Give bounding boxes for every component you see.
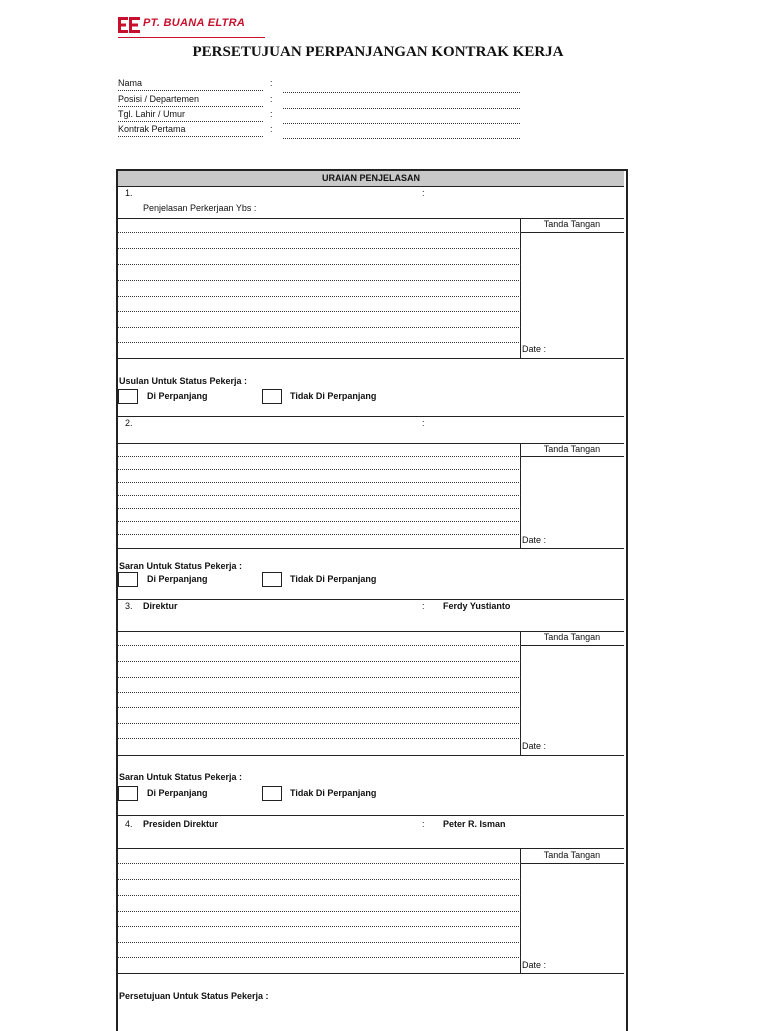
writing-line[interactable]: [118, 895, 521, 896]
writing-line[interactable]: [118, 482, 521, 483]
field-colon: :: [270, 94, 273, 104]
section-number: 1.: [125, 188, 133, 198]
section-colon: :: [422, 418, 425, 428]
writing-line[interactable]: [118, 723, 521, 724]
field-label-kontrak: Kontrak Pertama: [118, 124, 263, 137]
section-role: Direktur: [143, 601, 178, 611]
writing-line[interactable]: [118, 534, 521, 535]
checkbox-di-perpanjang[interactable]: [118, 786, 138, 801]
writing-line[interactable]: [118, 692, 521, 693]
section-colon: :: [422, 819, 425, 829]
writing-line[interactable]: [118, 280, 521, 281]
section-number: 3.: [125, 601, 133, 611]
writing-line[interactable]: [118, 863, 521, 864]
section-colon: :: [422, 601, 425, 611]
option-di-perpanjang: Di Perpanjang: [147, 574, 208, 584]
field-label-tgl-lahir: Tgl. Lahir / Umur: [118, 109, 263, 122]
table-header: URAIAN PENJELASAN: [118, 171, 624, 187]
signature-label: Tanda Tangan: [543, 219, 601, 229]
signature-label: Tanda Tangan: [543, 444, 601, 454]
row-divider: [118, 358, 624, 359]
section-number: 4.: [125, 819, 133, 829]
writing-line[interactable]: [118, 957, 521, 958]
signature-label: Tanda Tangan: [543, 850, 601, 860]
checkbox-di-perpanjang[interactable]: [118, 389, 138, 404]
field-colon: :: [270, 109, 273, 119]
writing-line[interactable]: [118, 645, 521, 646]
checkbox-tidak-di-perpanjang[interactable]: [262, 786, 282, 801]
section-role: Presiden Direktur: [143, 819, 219, 829]
section-divider: [118, 416, 624, 417]
writing-line[interactable]: [118, 879, 521, 880]
writing-line[interactable]: [118, 926, 521, 927]
field-label-posisi: Posisi / Departemen: [118, 94, 263, 107]
signature-box[interactable]: [521, 233, 624, 345]
status-label: Saran Untuk Status Pekerja :: [119, 772, 243, 782]
field-colon: :: [270, 78, 273, 88]
checkbox-tidak-di-perpanjang[interactable]: [262, 572, 282, 587]
writing-line[interactable]: [118, 508, 521, 509]
row-divider: [118, 848, 624, 849]
option-tidak-di-perpanjang: Tidak Di Perpanjang: [290, 574, 377, 584]
section-colon: :: [422, 188, 425, 198]
signature-label: Tanda Tangan: [543, 632, 601, 642]
signature-box[interactable]: [521, 457, 624, 535]
section-person: Ferdy Yustianto: [443, 601, 511, 611]
field-input-kontrak[interactable]: [283, 126, 520, 139]
row-divider: [118, 973, 624, 974]
writing-line[interactable]: [118, 327, 521, 328]
field-input-posisi[interactable]: [283, 96, 520, 109]
date-label: Date :: [522, 535, 547, 545]
status-label: Usulan Untuk Status Pekerja :: [119, 376, 248, 386]
writing-line[interactable]: [118, 264, 521, 265]
row-divider: [118, 548, 624, 549]
checkbox-di-perpanjang[interactable]: [118, 572, 138, 587]
logo-divider: [118, 37, 265, 38]
option-di-perpanjang: Di Perpanjang: [147, 788, 208, 798]
company-logo-icon: [118, 17, 140, 33]
section-note: Penjelasan Perkerjaan Ybs :: [143, 203, 257, 213]
field-colon: :: [270, 124, 273, 134]
writing-line[interactable]: [118, 311, 521, 312]
writing-line[interactable]: [118, 942, 521, 943]
row-divider: [118, 755, 624, 756]
writing-line[interactable]: [118, 232, 521, 233]
status-label: Persetujuan Untuk Status Pekerja :: [119, 991, 269, 1001]
status-label: Saran Untuk Status Pekerja :: [119, 561, 243, 571]
writing-line[interactable]: [118, 707, 521, 708]
date-label: Date :: [522, 344, 547, 354]
company-name: PT. BUANA ELTRA: [143, 17, 246, 29]
writing-line[interactable]: [118, 248, 521, 249]
writing-line[interactable]: [118, 495, 521, 496]
writing-line[interactable]: [118, 521, 521, 522]
option-di-perpanjang: Di Perpanjang: [147, 391, 208, 401]
field-input-nama[interactable]: [283, 80, 520, 93]
checkbox-tidak-di-perpanjang[interactable]: [262, 389, 282, 404]
page-title: PERSETUJUAN PERPANJANGAN KONTRAK KERJA: [192, 44, 564, 60]
writing-line[interactable]: [118, 738, 521, 739]
date-label: Date :: [522, 741, 547, 751]
section-divider: [118, 815, 624, 816]
writing-line[interactable]: [118, 661, 521, 662]
writing-line[interactable]: [118, 911, 521, 912]
writing-line[interactable]: [118, 469, 521, 470]
section-number: 2.: [125, 418, 133, 428]
writing-line[interactable]: [118, 677, 521, 678]
field-input-tgl-lahir[interactable]: [283, 111, 520, 124]
writing-line[interactable]: [118, 456, 521, 457]
signature-box[interactable]: [521, 646, 624, 738]
field-label-nama: Nama: [118, 78, 263, 91]
writing-line[interactable]: [118, 342, 521, 343]
option-tidak-di-perpanjang: Tidak Di Perpanjang: [290, 788, 377, 798]
section-person: Peter R. Isman: [443, 819, 506, 829]
writing-line[interactable]: [118, 296, 521, 297]
signature-box[interactable]: [521, 864, 624, 958]
date-label: Date :: [522, 960, 547, 970]
section-divider: [118, 599, 624, 600]
option-tidak-di-perpanjang: Tidak Di Perpanjang: [290, 391, 377, 401]
